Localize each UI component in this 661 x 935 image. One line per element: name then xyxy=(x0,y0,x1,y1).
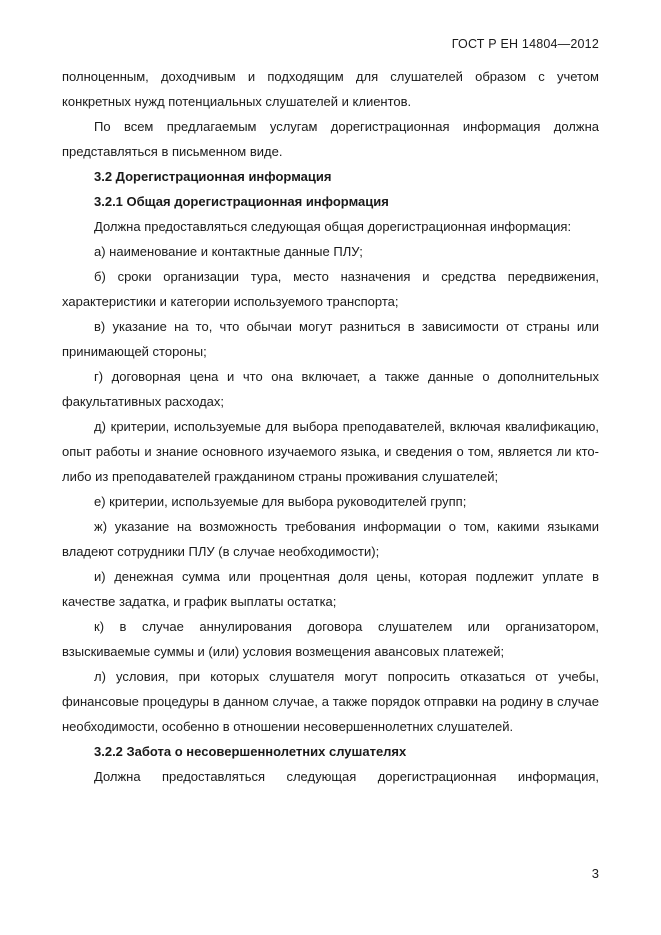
paragraph-written-form: По всем предлагаемым услугам дорегистрационная информация должна представляться в письменном виде. xyxy=(62,119,599,159)
page-number: 3 xyxy=(591,866,599,881)
section-heading-3-2-2: 3.2.2 Забота о несовершеннолетних слушателях xyxy=(94,744,407,759)
paragraph-minors-info: Должна предоставляться следующая дорегистрационная информация, xyxy=(94,769,599,784)
list-item-i: и) денежная сумма или процентная доля цены, которая подлежит уплате в качестве задатка, и график выплаты остатка; xyxy=(62,569,599,609)
list-item-d: д) критерии, используемые для выбора преподавателей, включая квалификацию, опыт работы и знание основного изучаемого языка, и сведения о том, является ли кто-либо из преподавателей гражданином страны проживания слушателей; xyxy=(62,419,599,484)
page-body xyxy=(62,64,599,789)
paragraph-continuation: полноценным, доходчивым и подходящим для слушателей образом с учетом конкретных нужд потенциальных слушателей и клиентов. xyxy=(62,69,599,109)
list-item-v: в) указание на то, что обычаи могут разниться в зависимости от страны или принимающей стороны; xyxy=(62,319,599,359)
list-item-b: б) сроки организации тура, место назначения и средства передвижения, характеристики и категории используемого транспорта; xyxy=(62,269,599,309)
list-item-l: л) условия, при которых слушателя могут попросить отказаться от учебы, финансовые процедуры в данном случае, а также порядок отправки на родину в случае необходимости, особенно в отношении несовершеннолетних слушателей. xyxy=(62,669,599,734)
section-heading-3-2-1: 3.2.1 Общая дорегистрационная информация xyxy=(94,194,389,209)
list-item-a: а) наименование и контактные данные ПЛУ; xyxy=(94,244,363,259)
list-item-k: к) в случае аннулирования договора слушателем или организатором, взыскиваемые суммы и (или) условия возмещения авансовых платежей; xyxy=(62,619,599,659)
paragraph-intro-list: Должна предоставляться следующая общая дорегистрационная информация: xyxy=(94,219,572,234)
list-item-zh: ж) указание на возможность требования информации о том, какими языками владеют сотрудники ПЛУ (в случае необходимости); xyxy=(62,519,599,559)
document-code: ГОСТ Р ЕН 14804—2012 xyxy=(451,37,599,51)
list-item-e: е) критерии, используемые для выбора руководителей групп; xyxy=(94,494,467,509)
list-item-g: г) договорная цена и что она включает, а также данные о дополнительных факультативных расходах; xyxy=(62,369,599,409)
section-heading-3-2: 3.2 Дорегистрационная информация xyxy=(94,169,332,184)
